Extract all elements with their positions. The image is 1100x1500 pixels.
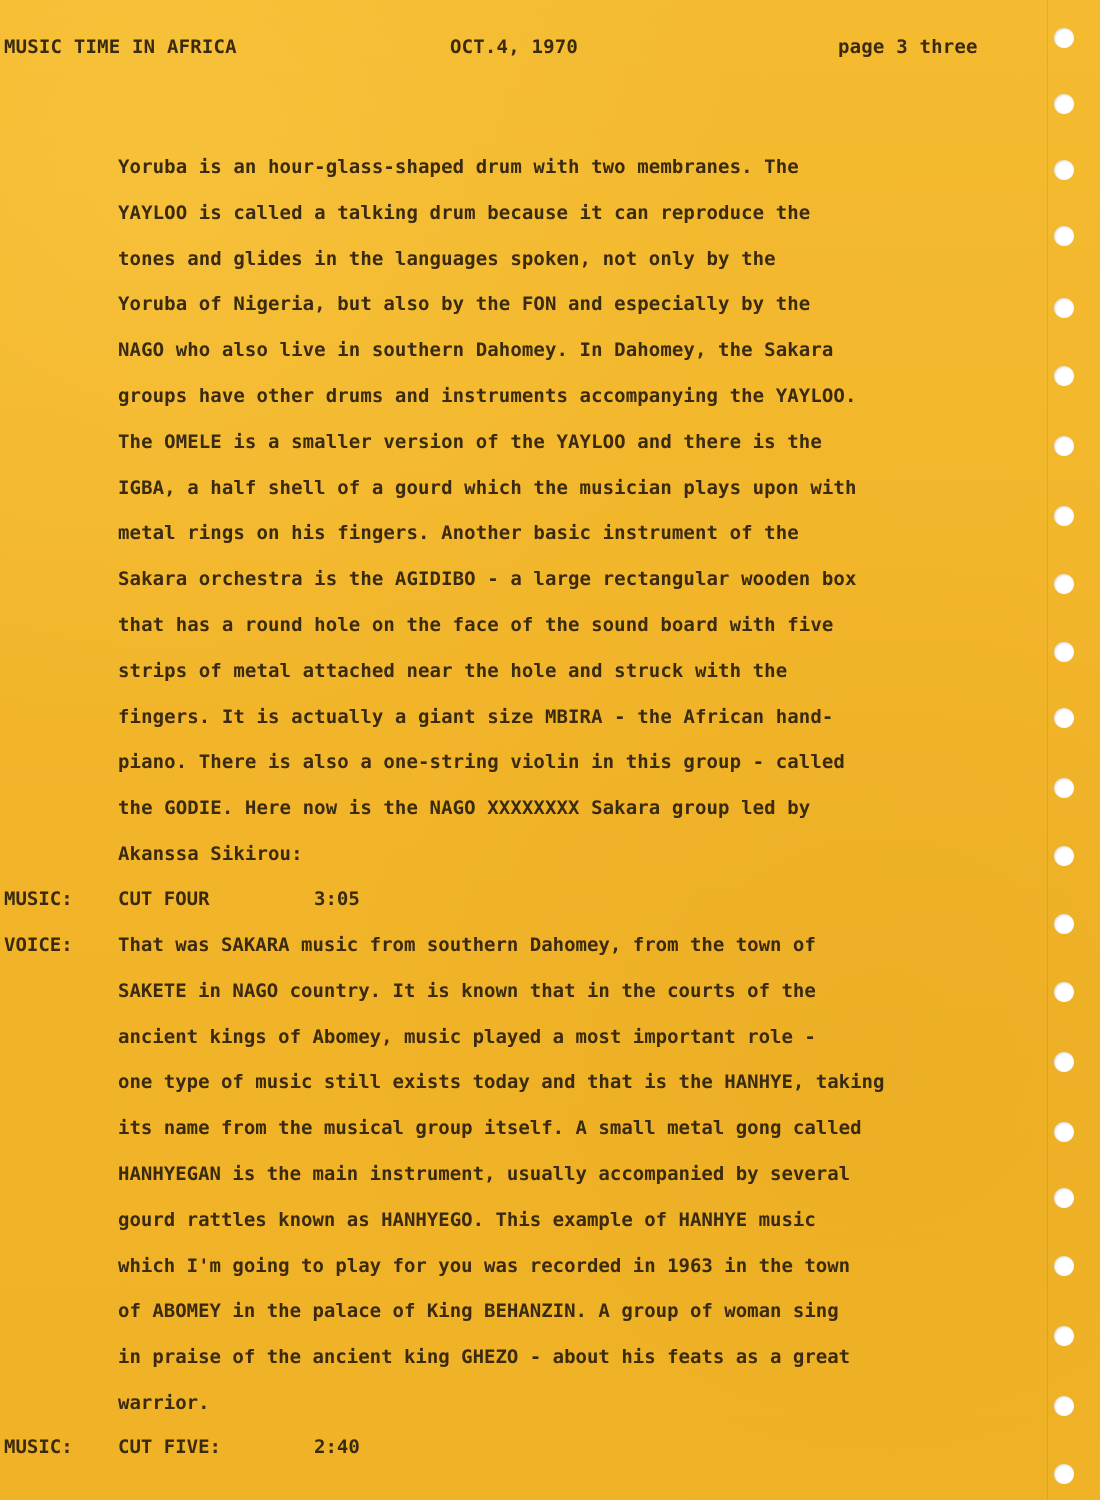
text-line: piano. There is also a one-string violin in this group - called: [118, 751, 845, 774]
text-line: one type of music still exists today and that is the HANHYE, taking: [118, 1071, 885, 1094]
feed-hole: [1054, 1326, 1074, 1346]
text-line: Yoruba of Nigeria, but also by the FON and especially by the: [118, 293, 811, 316]
feed-hole: [1054, 160, 1074, 180]
voice-label: VOICE:: [4, 934, 73, 956]
text-line: SAKETE in NAGO country. It is known that in the courts of the: [118, 979, 816, 1002]
text-line: YAYLOO is called a talking drum because it can reproduce the: [118, 201, 811, 224]
text-line: gourd rattles known as HANHYEGO. This example of HANHYE music: [118, 1208, 816, 1231]
music-cue-four: [4, 882, 360, 916]
feed-hole: [1054, 846, 1074, 866]
feed-hole: [1054, 778, 1074, 798]
feed-hole: [1054, 226, 1074, 246]
cue-cut: CUT FOUR: [118, 888, 210, 910]
feed-hole: [1054, 708, 1074, 728]
cue-cut: CUT FIVE:: [118, 1436, 221, 1458]
feed-hole: [1054, 366, 1074, 386]
text-line: HANHYEGAN is the main instrument, usually accompanied by several: [118, 1162, 851, 1185]
cue-time: 2:40: [314, 1436, 360, 1458]
text-line: NAGO who also live in southern Dahomey. In Dahomey, the Sakara: [118, 339, 834, 362]
cue-label: MUSIC:: [4, 1436, 73, 1458]
text-line: ancient kings of Abomey, music played a most important role -: [118, 1025, 816, 1048]
text-line: strips of metal attached near the hole and struck with the: [118, 659, 788, 682]
text-line: Sakara orchestra is the AGIDIBO - a large rectangular wooden box: [118, 568, 857, 591]
text-line: warrior.: [118, 1391, 210, 1414]
feed-hole: [1054, 642, 1074, 662]
text-line: IGBA, a half shell of a gourd which the musician plays upon with: [118, 476, 857, 499]
broadcast-date: OCT.4, 1970: [450, 36, 579, 58]
feed-hole: [1054, 1122, 1074, 1142]
text-line: which I'm going to play for you was recorded in 1963 in the town: [118, 1254, 851, 1277]
text-line: fingers. It is actually a giant size MBIRA - the African hand-: [118, 705, 834, 728]
feed-hole: [1054, 436, 1074, 456]
text-line: Akanssa Sikirou:: [118, 842, 303, 865]
text-line: the GODIE. Here now is the NAGO XXXXXXXX Sakara group led by: [118, 797, 811, 820]
feed-hole: [1054, 94, 1074, 114]
text-line: The OMELE is a smaller version of the YAYLOO and there is the: [118, 430, 822, 453]
tractor-feed-holes: [1040, 0, 1100, 1500]
text-line: its name from the musical group itself. A small metal gong called: [118, 1117, 862, 1140]
page-number: page 3 three: [838, 36, 978, 58]
feed-hole: [1054, 574, 1074, 594]
text-line: groups have other drums and instruments accompanying the YAYLOO.: [118, 384, 857, 407]
page-header: [0, 36, 1040, 70]
feed-hole: [1054, 298, 1074, 318]
cue-time: 3:05: [314, 888, 360, 910]
program-title: MUSIC TIME IN AFRICA: [4, 36, 237, 58]
text-line: that has a round hole on the face of the sound board with five: [118, 613, 834, 636]
feed-hole: [1054, 1464, 1074, 1484]
voice-paragraph: [118, 928, 1078, 1432]
feed-hole: [1054, 1052, 1074, 1072]
feed-hole: [1054, 506, 1074, 526]
text-line: in praise of the ancient king GHEZO - about his feats as a great: [118, 1346, 851, 1369]
feed-hole: [1054, 982, 1074, 1002]
narration-paragraph: [118, 150, 1018, 883]
text-line: tones and glides in the languages spoken, not only by the: [118, 247, 776, 270]
feed-hole: [1054, 914, 1074, 934]
text-line: of ABOMEY in the palace of King BEHANZIN. A group of woman sing: [118, 1300, 839, 1323]
feed-hole: [1054, 28, 1074, 48]
text-line: That was SAKARA music from southern Dahomey, from the town of: [118, 934, 816, 956]
text-line: metal rings on his fingers. Another basic instrument of the: [118, 522, 799, 545]
feed-hole: [1054, 1256, 1074, 1276]
cue-label: MUSIC:: [4, 888, 73, 910]
feed-hole: [1054, 1396, 1074, 1416]
feed-hole: [1054, 1188, 1074, 1208]
music-cue-five: [4, 1430, 360, 1464]
text-line: Yoruba is an hour-glass-shaped drum with two membranes. The: [118, 156, 799, 178]
